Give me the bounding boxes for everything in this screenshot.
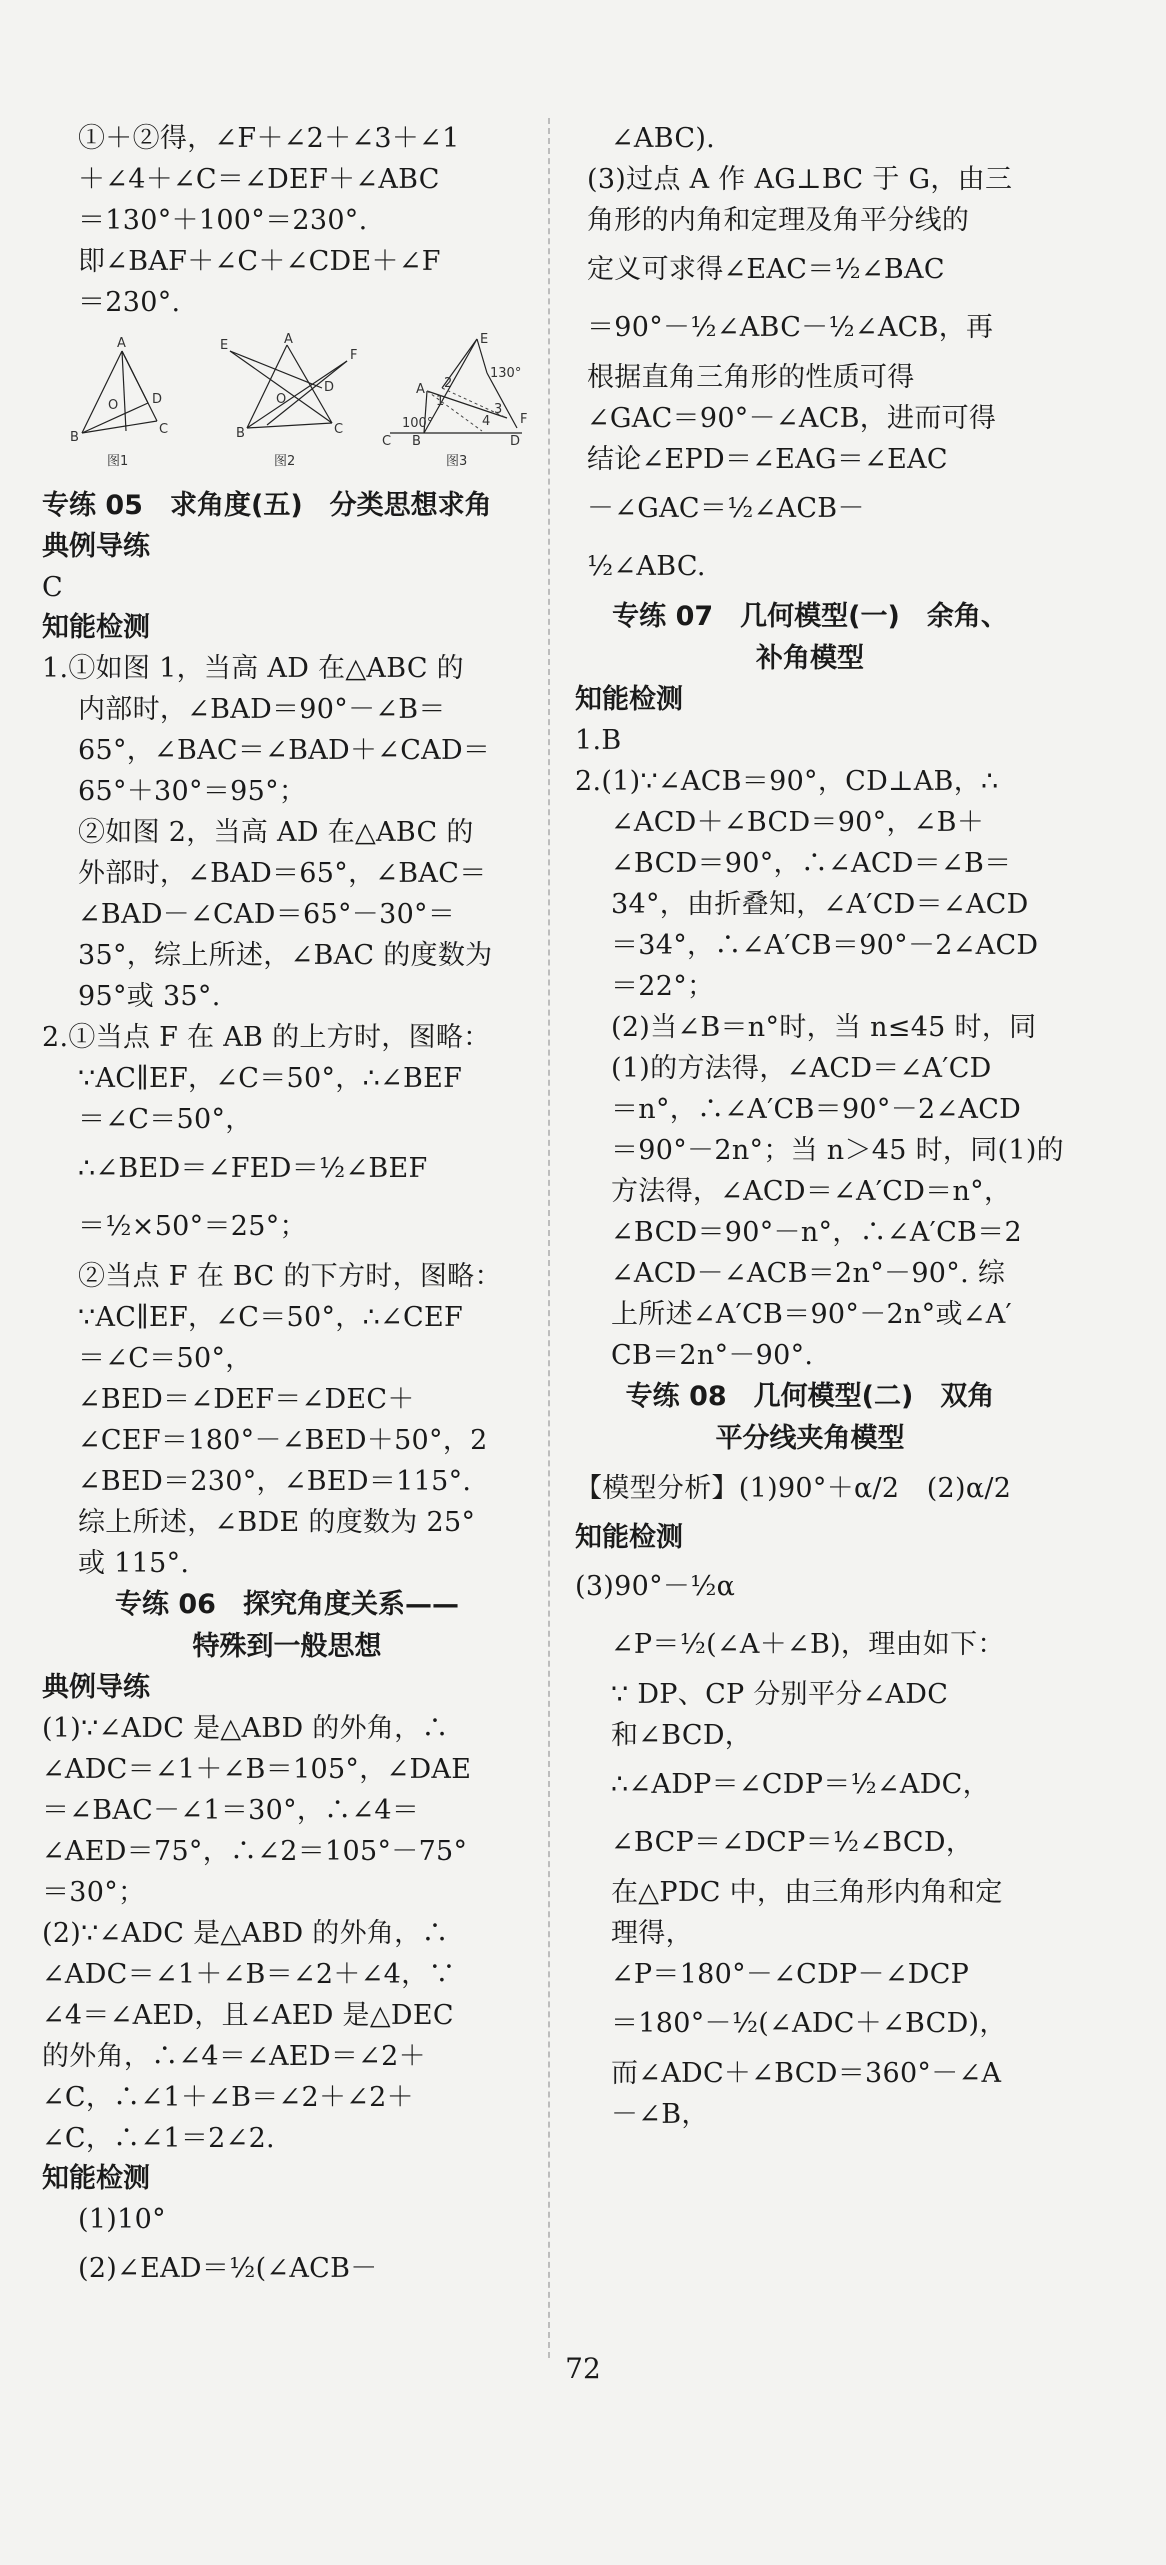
text-line: 65°＋30°＝95°； — [78, 776, 307, 807]
figure-row — [42, 333, 532, 483]
fig1-label: A — [117, 336, 126, 351]
text-line: 1.B — [575, 725, 622, 756]
text-line: 上所述∠A′CB＝90°－2n°或∠A′ — [611, 1299, 1012, 1330]
text-line: ∴∠BED＝∠FED＝½∠BEF — [78, 1153, 428, 1184]
fig1-label: O — [108, 398, 119, 413]
section-heading-06: 专练 06 探究角度关系—— — [115, 1589, 459, 1620]
text-line: ∵AC∥EF，∠C＝50°，∴∠CEF — [78, 1302, 463, 1333]
text-line: 角形的内角和定理及角平分线的 — [587, 205, 970, 236]
fig3-label: 130° — [490, 366, 522, 381]
fig3-label: A — [416, 382, 425, 397]
text-line: 2.(1)∵∠ACB＝90°，CD⊥AB，∴ — [575, 766, 999, 797]
text-line: ∠ACD－∠ACB＝2n°－90°. 综 — [611, 1258, 1006, 1289]
text-line: ②当点 F 在 BC 的下方时，图略： — [78, 1261, 502, 1292]
fig3-label: 3 — [494, 402, 503, 417]
text-line: 和∠BCD， — [611, 1720, 753, 1751]
text-line: ＝∠BAC－∠1＝30°，∴∠4＝ — [42, 1795, 420, 1826]
text-line: ＝90°－½∠ABC－½∠ACB，再 — [587, 312, 994, 343]
text-line: 综上所述，∠BDE 的度数为 25° — [78, 1507, 476, 1538]
figure-1 — [62, 333, 182, 483]
text-line: ＝230°. — [78, 287, 181, 318]
text-line: ＝22°； — [611, 971, 715, 1002]
text-line: ∠CEF＝180°－∠BED＋50°，2 — [78, 1425, 488, 1456]
subheading: 知能检测 — [575, 1522, 683, 1553]
text-line: ∠AED＝75°，∴∠2＝105°－75° — [42, 1836, 468, 1867]
left-column — [42, 118, 532, 2298]
text-line: ＝90°－2n°；当 n＞45 时，同(1)的 — [611, 1135, 1064, 1166]
text-line: ∠4＝∠AED，且∠AED 是△DEC — [42, 2000, 454, 2031]
text-line: 定义可求得∠EAC＝½∠BAC — [587, 254, 945, 285]
fig1-label: D — [152, 392, 163, 407]
text-line: (1)∵∠ADC 是△ABD 的外角，∴ — [42, 1713, 449, 1744]
fig2-label: O — [276, 392, 287, 407]
text-line: 34°，由折叠知，∠A′CD＝∠ACD — [611, 889, 1029, 920]
text-line: －∠B， — [611, 2099, 709, 2130]
fig2-label: D — [324, 380, 335, 395]
fig3-label: E — [480, 333, 489, 347]
model-analysis: 【模型分析】(1)90°＋α/2 (2)α/2 — [575, 1473, 1012, 1504]
text-line: ∠GAC＝90°－∠ACB，进而可得 — [587, 403, 997, 434]
fig3-label: B — [412, 434, 421, 449]
subheading: 知能检测 — [575, 684, 683, 715]
text-line: ∠ADC＝∠1＋∠B＝105°，∠DAE — [42, 1754, 472, 1785]
text-line: (1)10° — [78, 2204, 166, 2235]
figure-caption: 图1 — [107, 454, 129, 469]
text-line: 根据直角三角形的性质可得 — [587, 362, 915, 393]
text-line: 35°，综上所述，∠BAC 的度数为 — [78, 940, 493, 971]
text-line: 或 115°. — [78, 1548, 190, 1579]
page-number: 72 — [565, 2352, 601, 2385]
text-line: ＝130°＋100°＝230°. — [78, 205, 368, 236]
text-line: ＝34°，∴∠A′CB＝90°－2∠ACD — [611, 930, 1039, 961]
text-line: ∠BCD＝90°－n°，∴∠A′CB＝2 — [611, 1217, 1022, 1248]
fig2-label: E — [220, 338, 229, 353]
text-line: (3)过点 A 作 AG⊥BC 于 G，由三 — [587, 164, 1013, 195]
subheading: 典例导练 — [42, 531, 150, 562]
fig2-label: F — [350, 348, 358, 363]
text-line: CB＝2n°－90°. — [611, 1340, 814, 1371]
fig2-label: C — [334, 422, 344, 437]
text-line: 方法得，∠ACD＝∠A′CD＝n°， — [611, 1176, 1012, 1207]
fig3-label: 2 — [444, 376, 453, 391]
text-line: ∠ACD＋∠BCD＝90°，∠B＋ — [611, 807, 985, 838]
text-line: ＝30°； — [42, 1877, 146, 1908]
text-line: 95°或 35°. — [78, 981, 221, 1012]
text-line: ∵ DP、CP 分别平分∠ADC — [611, 1679, 949, 1710]
fig1-label: B — [70, 430, 79, 445]
subheading: 知能检测 — [42, 612, 150, 643]
fig2-label: B — [236, 426, 245, 441]
text-line: 结论∠EPD＝∠EAG＝∠EAC — [587, 444, 948, 475]
text-line: ∠BCP＝∠DCP＝½∠BCD， — [611, 1827, 974, 1858]
text-line: ∵AC∥EF，∠C＝50°，∴∠BEF — [78, 1063, 463, 1094]
text-line: ＝∠C＝50°， — [78, 1343, 253, 1374]
fig3-label: 1 — [436, 394, 445, 409]
text-line: ∠ABC). — [611, 123, 716, 154]
text-line: (3)90°－½α — [575, 1571, 736, 1602]
section-heading-05: 专练 05 求角度(五) 分类思想求角 — [42, 490, 492, 521]
text-line: ∠BCD＝90°，∴∠ACD＝∠B＝ — [611, 848, 1012, 879]
text-line: ＝n°，∴∠A′CB＝90°－2∠ACD — [611, 1094, 1022, 1125]
text-line: 理得， — [611, 1918, 693, 1949]
text-line: ＝∠C＝50°， — [78, 1104, 253, 1135]
text-line: 在△PDC 中，由三角形内角和定 — [611, 1877, 1003, 1908]
subheading: 知能检测 — [42, 2163, 150, 2194]
text-line: ＝½×50°＝25°； — [78, 1211, 307, 1242]
text-line: ②如图 2，当高 AD 在△ABC 的 — [78, 817, 474, 848]
text-line: (2)当∠B＝n°时，当 n≤45 时，同 — [611, 1012, 1037, 1043]
text-line: ∠BED＝∠DEF＝∠DEC＋ — [78, 1384, 415, 1415]
right-column — [575, 118, 1064, 2135]
text-line: ∠BED＝230°，∠BED＝115°. — [78, 1466, 472, 1497]
text-line: ①＋②得，∠F＋∠2＋∠3＋∠1 — [78, 123, 460, 154]
fig3-label: D — [510, 434, 521, 449]
fig3-label: 4 — [482, 414, 491, 429]
text-line: ＋∠4＋∠C＝∠DEF＋∠ABC — [78, 164, 440, 195]
figure-caption: 图2 — [274, 454, 296, 469]
section-heading-08: 专练 08 几何模型(二) 双角 — [625, 1381, 995, 1412]
fig3-label: 100° — [402, 416, 434, 431]
text-line: (2)∠EAD＝½(∠ACB－ — [78, 2253, 378, 2284]
section-heading-07-sub: 补角模型 — [756, 643, 864, 674]
text-line: －∠GAC＝½∠ACB－ — [587, 493, 865, 524]
column-divider — [548, 118, 550, 2358]
section-heading-08-sub: 平分线夹角模型 — [715, 1423, 905, 1454]
fig2-label: A — [284, 333, 293, 347]
section-heading-06-sub: 特殊到一般思想 — [192, 1631, 382, 1662]
figure-3 — [382, 333, 532, 483]
fig3-label: F — [520, 412, 528, 427]
text-line: 的外角，∴∠4＝∠AED＝∠2＋ — [42, 2041, 426, 2072]
text-line: (2)∵∠ADC 是△ABD 的外角，∴ — [42, 1918, 449, 1949]
text-line: ∠P＝½(∠A＋∠B)，理由如下： — [611, 1629, 1005, 1660]
fig1-label: C — [159, 422, 169, 437]
text-line: 65°，∠BAC＝∠BAD＋∠CAD＝ — [78, 735, 491, 766]
subheading: 典例导练 — [42, 1672, 150, 1703]
fig3-label: C — [382, 434, 392, 449]
text-line: 2.①当点 F 在 AB 的上方时，图略： — [42, 1022, 491, 1053]
text-line: ∠BAD－∠CAD＝65°－30°＝ — [78, 899, 456, 930]
text-line: ½∠ABC. — [587, 551, 706, 582]
text-line: ＝180°－½(∠ADC＋∠BCD)， — [611, 2008, 1007, 2039]
section-heading-07: 专练 07 几何模型(一) 余角、 — [612, 601, 1008, 632]
text-line: ∠P＝180°－∠CDP－∠DCP — [611, 1959, 970, 1990]
figure-caption: 图3 — [446, 454, 468, 469]
text-line: 外部时，∠BAD＝65°，∠BAC＝ — [78, 858, 487, 889]
text-line: ∠C，∴∠1＝2∠2. — [42, 2123, 275, 2154]
text-line: 而∠ADC＋∠BCD＝360°－∠A — [611, 2058, 1002, 2089]
text-line: ∴∠ADP＝∠CDP＝½∠ADC， — [611, 1769, 990, 1800]
answer-line: C — [42, 572, 63, 603]
text-line: 即∠BAF＋∠C＋∠CDE＋∠F — [78, 246, 441, 277]
text-line: ∠ADC＝∠1＋∠B＝∠2＋∠4，∵ — [42, 1959, 456, 1990]
text-line: 内部时，∠BAD＝90°－∠B＝ — [78, 694, 446, 725]
text-line: (1)的方法得，∠ACD＝∠A′CD — [611, 1053, 992, 1084]
text-line: 1.①如图 1，当高 AD 在△ABC 的 — [42, 653, 464, 684]
text-line: ∠C，∴∠1＋∠B＝∠2＋∠2＋ — [42, 2082, 414, 2113]
figure-2 — [212, 333, 362, 483]
